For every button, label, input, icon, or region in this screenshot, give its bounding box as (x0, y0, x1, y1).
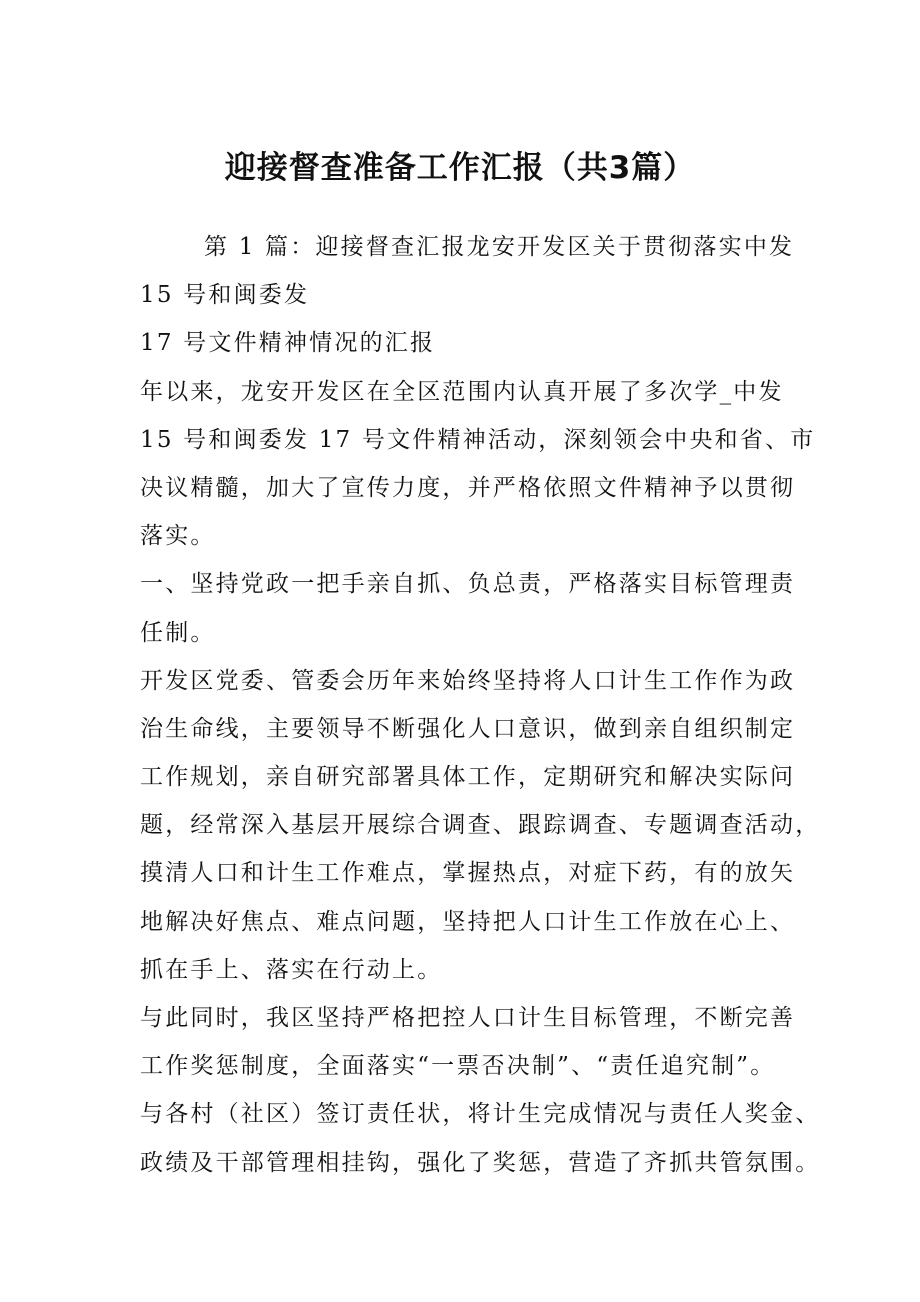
body-line: 15 号和闽委发 (140, 282, 310, 309)
body-line: 题，经常深入基层开展综合调查、跟踪调查、专题调查活动， (140, 812, 821, 839)
body-line: 摸清人口和计生工作难点，掌握热点，对症下药，有的放矢 (140, 860, 796, 887)
document-title: 迎接督查准备工作汇报（共3篇） (224, 150, 696, 186)
body-line: 开发区党委、管委会历年来始终坚持将人口计生工作作为政 (140, 667, 796, 694)
body-line: 地解决好焦点、难点问题，坚持把人口计生工作放在心上、 (140, 908, 796, 935)
body-line: 政绩及干部管理相挂钩，强化了奖惩，营造了齐抓共管氛围。 (140, 1149, 821, 1176)
body-line: 与此同时，我区坚持严格把控人口计生目标管理，不断完善 (140, 1005, 796, 1031)
body-line: 抓在手上、落实在行动上。 (140, 956, 443, 983)
body-line: 治生命线，主要领导不断强化人口意识，做到亲自组织制定 (140, 715, 796, 742)
body-line: 年以来，龙安开发区在全区范围内认真开展了多次学_中发 (140, 378, 784, 405)
document-body (140, 229, 821, 1193)
body-line: 任制。 (140, 619, 216, 646)
body-line: 17 号文件精神情况的汇报 (140, 330, 436, 357)
body-line: 与各村（社区）签订责任状，将计生完成情况与责任人奖金、 (140, 1101, 821, 1128)
body-line: 落实。 (140, 523, 216, 550)
body-line: 15 号和闽委发 17 号文件精神活动，深刻领会中央和省、市 (140, 426, 816, 453)
body-line: 工作规划，亲自研究部署具体工作，定期研究和解决实际问 (140, 764, 796, 791)
body-line: 工作奖惩制度，全面落实“一票否决制”、“责任追究制”。 (140, 1053, 776, 1080)
body-line: 第 1 篇：迎接督查汇报龙安开发区关于贯彻落实中发 (204, 234, 795, 260)
body-line: 决议精髓，加大了宣传力度，并严格依照文件精神予以贯彻 (140, 474, 796, 501)
body-line: 一、坚持党政一把手亲自抓、负总责，严格落实目标管理责 (140, 571, 796, 598)
